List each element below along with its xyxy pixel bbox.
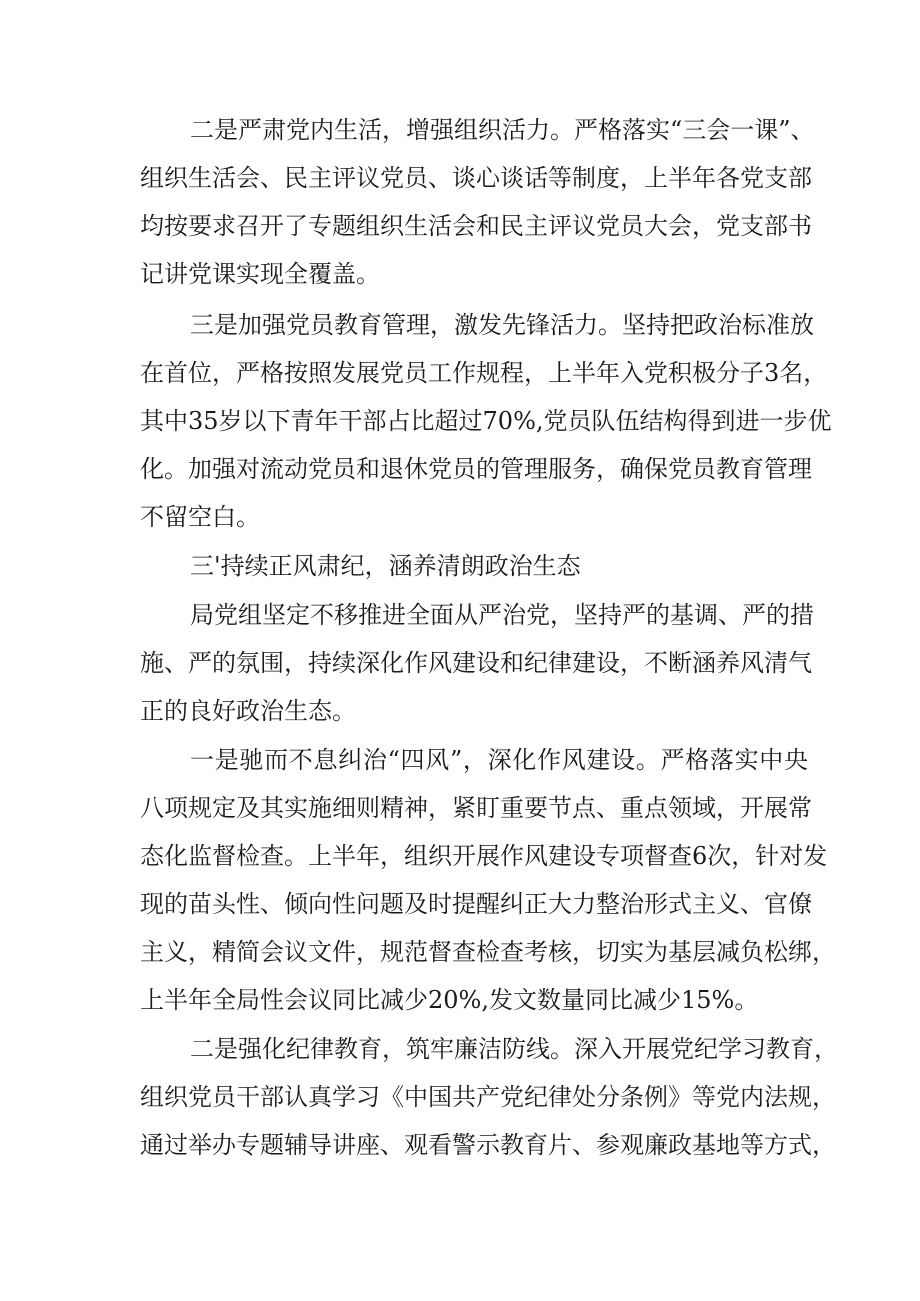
paragraph-line: 正的良好政治生态。 [140, 697, 356, 725]
paragraph-line: 现的苗头性、倾向性问题及时提醒纠正大力整治形式主义、官僚 [140, 890, 812, 918]
paragraph-line: 在首位，严格按照发展党员工作规程，上半年入党积极分子3名， [140, 359, 828, 387]
paragraph-line: 其中35岁以下青年干部占比超过70%,党员队伍结构得到进一步优 [140, 407, 832, 435]
paragraph-line: 通过举办专题辅导讲座、观看警示教育片、参观廉政基地等方式， [140, 1131, 836, 1159]
paragraph-line: 化。加强对流动党员和退休党员的管理服务，确保党员教育管理 [140, 455, 812, 483]
paragraph-line: 态化监督检查。上半年，组织开展作风建设专项督查6次，针对发 [140, 842, 828, 870]
paragraph-line: 组织生活会、民主评议党员、谈心谈话等制度，上半年各党支部 [140, 164, 812, 192]
section-heading: 三'持续正风肃纪，涵养清朗政治生态 [190, 552, 581, 580]
paragraph-line: 局党组坚定不移推进全面从严治党，坚持严的基调、严的措 [190, 601, 814, 629]
paragraph-line: 八项规定及其实施细则精神，紧盯重要节点、重点领域，开展常 [140, 794, 812, 822]
paragraph-line: 上半年全局性会议同比减少20%,发文数量同比减少15%。 [140, 986, 759, 1014]
paragraph-line: 不留空白。 [140, 503, 260, 531]
paragraph-line: 二是强化纪律教育，筑牢廉洁防线。深入开展党纪学习教育， [190, 1035, 838, 1063]
paragraph-line: 二是严肃党内生活，增强组织活力。严格落实“三会一课”、 [190, 116, 815, 144]
paragraph-line: 三是加强党员教育管理，激发先锋活力。坚持把政治标准放 [190, 311, 814, 339]
paragraph-line: 均按要求召开了专题组织生活会和民主评议党员大会，党支部书 [140, 212, 812, 240]
paragraph-line: 组织党员干部认真学习《中国共产党纪律处分条例》等党内法规， [140, 1083, 836, 1111]
paragraph-line: 记讲党课实现全覆盖。 [140, 260, 380, 288]
paragraph-line: 施、严的氛围，持续深化作风建设和纪律建设，不断涵养风清气 [140, 649, 812, 677]
paragraph-line: 主义，精简会议文件，规范督查检查考核，切实为基层减负松绑， [140, 938, 836, 966]
paragraph-line: 一是驰而不息纠治“四风”，深化作风建设。严格落实中央 [190, 746, 808, 774]
